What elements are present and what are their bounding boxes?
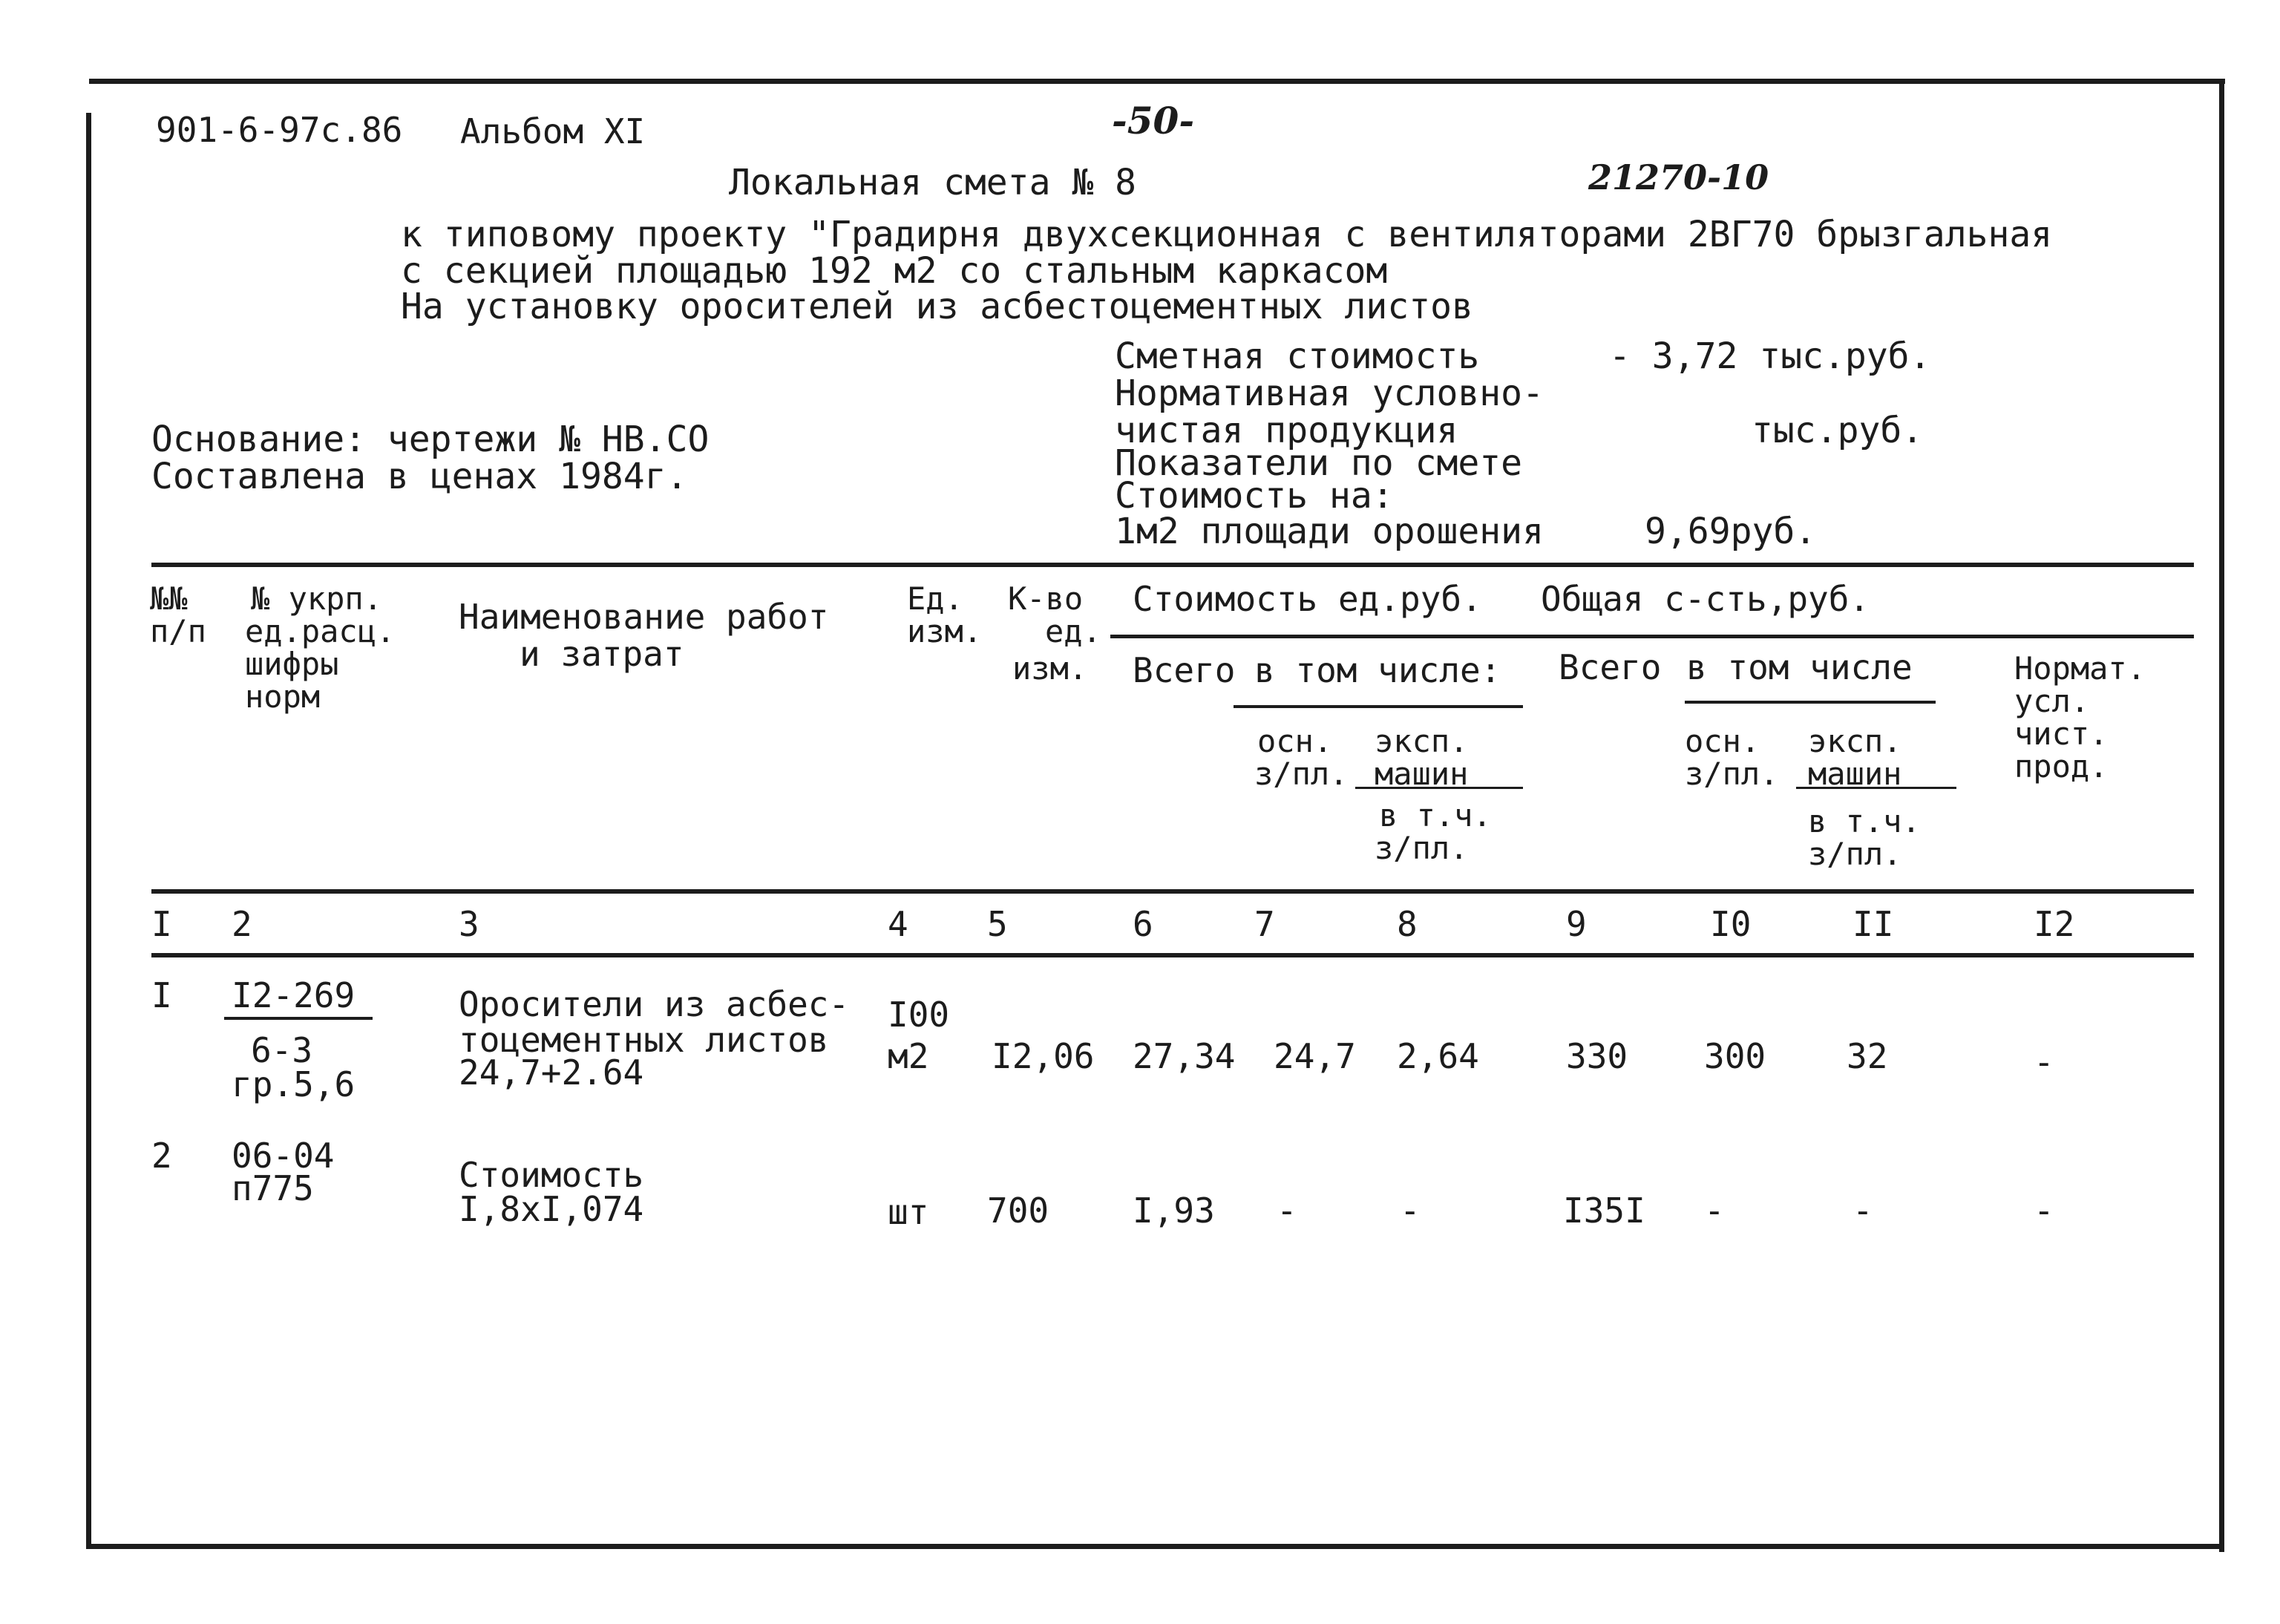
row-2-code-mid: п775 [232,1168,314,1208]
col-qty-header-3: изм. [1012,650,1088,687]
frame-bottom [86,1544,2224,1549]
row-2-total-base-pay: - [1704,1191,1725,1231]
total-incl-pay-header-1: в т.ч. [1808,803,1921,839]
cost-per-label: Стоимость на: [1115,475,1394,517]
basis-line-2: Составлена в ценах 1984г. [151,456,688,497]
total-incl-rule [1685,701,1936,704]
row-2-name-2: I,8xI,074 [459,1189,644,1229]
row-2-unit-machines: - [1400,1191,1421,1231]
row-2-unit-base-pay: - [1277,1191,1297,1231]
column-number: I0 [1710,904,1752,944]
column-number: II [1852,904,1894,944]
row-2-name-1: Стоимость [459,1155,644,1195]
row-1-unit-1: I00 [888,995,950,1035]
norm-label-2: чистая продукция [1115,410,1458,451]
norm-header-3: чист. [2014,716,2109,752]
total-incl-header: в том числе [1686,647,1913,687]
frame-top [89,79,2225,84]
unit-machines-header-2: машин [1375,756,1469,792]
total-cost-group-header: Общая с-сть,руб. [1541,579,1870,619]
frame-right [2219,79,2224,1552]
col-code-header-2: ед.расц. [245,613,396,649]
total-machines-header-2: машин [1808,756,1902,792]
unit-base-pay-header-1: осн. [1257,723,1333,759]
row-1-code-mid: 6-3 [251,1030,313,1070]
row-1-unit-total: 27,34 [1133,1036,1236,1076]
column-number: 7 [1254,904,1275,944]
row-1-code-top: I2-269 [232,975,356,1015]
row-1-unit-base-pay: 24,7 [1274,1036,1356,1076]
col-name-header-1: Наименование работ [459,597,829,637]
row-1-unit-machines: 2,64 [1397,1036,1479,1076]
column-number: 2 [232,904,252,944]
area-label: 1м2 площади орошения [1115,511,1544,552]
unit-total-header: Всего [1133,650,1236,690]
row-1-total-machines: 32 [1847,1036,1888,1076]
frame-left [86,113,91,1549]
project-line-2: с секцией площадью 192 м2 со стальным каркасом [401,250,1388,292]
row-1-total: 330 [1566,1036,1628,1076]
norm-value: тыс.руб. [1752,410,1924,451]
row-2-unit: шт [888,1192,929,1232]
row-1-norm-product: - [2034,1042,2054,1082]
doc-code: 901-6-97с.86 [156,110,403,150]
album-label: Альбом XI [460,111,646,151]
unit-cost-group-header: Стоимость ед.руб. [1133,579,1482,619]
row-2-norm-product: - [2034,1191,2054,1231]
row-1-name-1: Оросители из асбес- [459,984,850,1024]
row-1-code-divider [224,1017,373,1020]
column-number: 9 [1566,904,1587,944]
estimate-title: Локальная смета № 8 [729,162,1137,203]
col-unit-header-2: изм. [907,613,983,649]
norm-header-1: Нормат. [2014,650,2146,687]
unit-incl-pay-header-1: в т.ч. [1379,797,1492,834]
registry-number: 21270-10 [1588,157,1769,197]
unit-incl-rule [1234,705,1523,708]
unit-machines-header-1: эксп. [1375,723,1469,759]
total-base-pay-header-2: з/пл. [1685,756,1779,792]
table-top-rule [151,563,2194,567]
row-2-total-machines: - [1852,1191,1873,1231]
column-number: 8 [1397,904,1418,944]
col-code-header-1: № укрп. [251,580,383,617]
row-1-num: I [151,975,172,1015]
row-1-total-base-pay: 300 [1704,1036,1766,1076]
header-bottom-rule [151,889,2194,894]
project-line-3: На установку оросителей из асбестоцементных листов [401,286,1473,327]
indicators-label: Показатели по смете [1115,442,1523,484]
col-code-header-4: норм [245,678,321,715]
col-name-header-2: и затрат [520,634,684,674]
unit-incl-header: в том числе: [1254,650,1501,690]
page-number: -50- [1112,99,1195,143]
row-1-name-2: тоцементных листов [459,1020,829,1060]
norm-label-1: Нормативная условно- [1115,373,1544,414]
column-number: 5 [987,904,1008,944]
col-num-header: №№ [150,580,188,617]
col-code-header-3: шифры [245,646,339,682]
column-number: I [151,904,172,944]
col-qty-header-1: К-во [1008,580,1084,617]
column-number: 3 [459,904,479,944]
total-incl-pay-header-2: з/пл. [1808,836,1902,872]
column-number: I2 [2034,904,2075,944]
row-2-code-top: 06-04 [232,1136,335,1176]
col-unit-header-1: Ед. [907,580,963,617]
group-rule [1110,635,2194,638]
column-number: 4 [888,904,908,944]
norm-header-4: прод. [2014,748,2109,785]
norm-header-2: усл. [2014,683,2090,719]
basis-line-1: Основание: чертежи № НВ.СО [151,419,710,460]
column-number: 6 [1133,904,1153,944]
cost-value: - 3,72 тыс.руб. [1609,335,1931,377]
column-numbers-rule [151,953,2194,957]
row-1-qty: I2,06 [992,1036,1095,1076]
area-value: 9,69руб. [1645,511,1817,552]
row-2-unit-total: I,93 [1133,1191,1215,1231]
col-num-header-2: п/п [150,613,206,649]
project-line-1: к типовому проекту "Градирня двухсекционная с вентиляторами 2ВГ70 брызгальная [401,214,2053,255]
total-base-pay-header-1: осн. [1685,723,1760,759]
row-1-unit-2: м2 [888,1036,929,1076]
cost-label: Сметная стоимость [1115,335,1480,377]
row-2-total: I35I [1563,1191,1645,1231]
row-1-code-bot: гр.5,6 [232,1064,356,1104]
row-2-qty: 700 [987,1191,1049,1231]
row-1-name-3: 24,7+2.64 [459,1052,644,1093]
unit-incl-pay-header-2: з/пл. [1375,830,1469,866]
total-machines-header-1: эксп. [1808,723,1902,759]
col-qty-header-2: ед. [1045,613,1101,649]
total-total-header: Всего [1559,647,1662,687]
row-2-num: 2 [151,1136,172,1176]
unit-base-pay-header-2: з/пл. [1254,756,1349,792]
